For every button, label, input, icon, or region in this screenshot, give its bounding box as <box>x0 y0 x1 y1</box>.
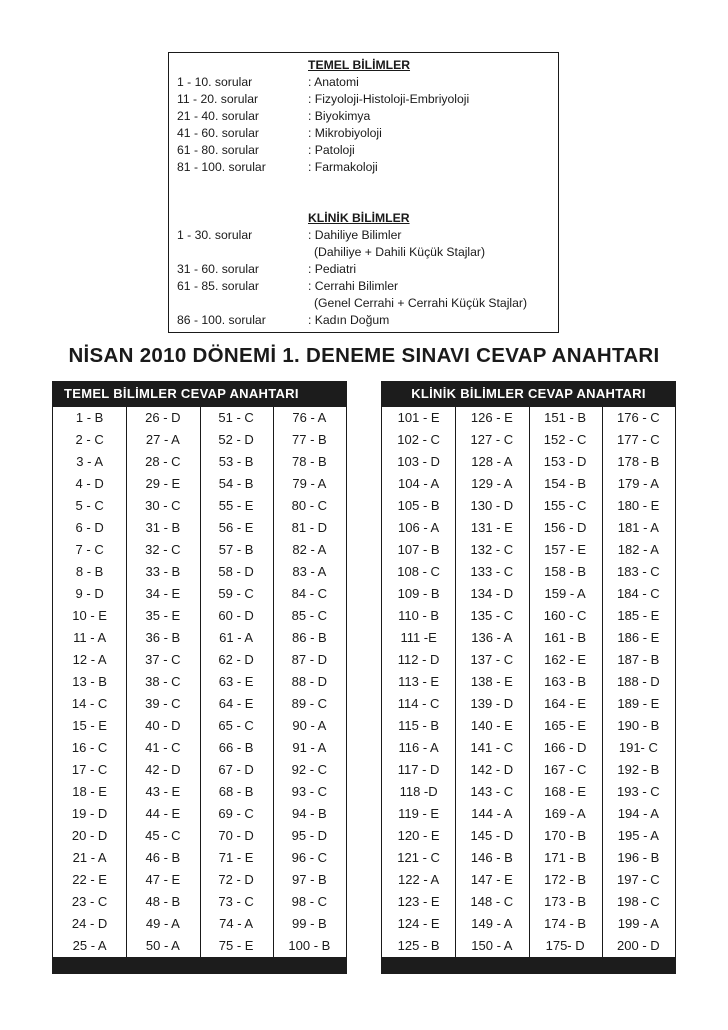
subject-row <box>169 278 558 295</box>
answer-cell: 33 - B <box>145 564 181 579</box>
answer-cell: 133 - C <box>470 564 514 579</box>
answer-cell: 34 - E <box>145 586 181 601</box>
answer-cell: 184 - C <box>617 586 660 601</box>
answer-cell: 58 - D <box>218 564 254 579</box>
answer-cell: 67 - D <box>218 762 254 777</box>
answer-cell: 71 - E <box>218 850 254 865</box>
answer-cell: 87 - D <box>291 652 328 667</box>
answer-cell: 103 - D <box>397 454 440 469</box>
answer-cell: 94 - B <box>292 806 327 821</box>
answer-cell: 14 - C <box>71 696 108 711</box>
answer-cell: 167 - C <box>543 762 587 777</box>
answer-cell: 144 - A <box>471 806 513 821</box>
answer-cell: 161 - B <box>544 630 587 645</box>
answer-cell: 56 - E <box>218 520 254 535</box>
subject-row <box>169 91 558 108</box>
answer-cell: 17 - C <box>71 762 108 777</box>
answer-cell: 1 - B <box>75 410 104 425</box>
answer-cell: 62 - D <box>218 652 254 667</box>
answer-cell: 101 - E <box>397 410 440 425</box>
answer-cell: 76 - A <box>292 410 327 425</box>
answer-cell: 191- C <box>618 740 658 755</box>
answer-cell: 27 - A <box>145 432 180 447</box>
question-range: 31 - 60. sorular <box>177 262 259 276</box>
answer-cell: 192 - B <box>617 762 660 777</box>
answer-cell: 23 - C <box>71 894 108 909</box>
subject-name: : Biyokimya <box>308 109 371 123</box>
column-divider <box>273 407 274 957</box>
answer-cell: 106 - A <box>398 520 440 535</box>
answer-cell: 194 - A <box>617 806 659 821</box>
answer-cell: 131 - E <box>470 520 513 535</box>
answer-cell: 41 - C <box>145 740 181 755</box>
answer-cell: 80 - C <box>291 498 328 513</box>
answer-cell: 127 - C <box>470 432 514 447</box>
answer-cell: 60 - D <box>218 608 254 623</box>
answer-cell: 6 - D <box>75 520 104 535</box>
answer-cell: 193 - C <box>617 784 660 799</box>
answer-cell: 75 - E <box>218 938 254 953</box>
subject-row <box>169 74 558 91</box>
column-divider <box>126 407 127 957</box>
answer-cell: 25 - A <box>72 938 107 953</box>
question-range: 41 - 60. sorular <box>177 126 259 140</box>
answer-cell: 120 - E <box>397 828 440 843</box>
temel-panel-footer <box>52 957 347 974</box>
subject-name: : Farmakoloji <box>308 160 378 174</box>
answer-cell: 169 - A <box>544 806 586 821</box>
answer-cell: 145 - D <box>470 828 514 843</box>
answer-cell: 63 - E <box>218 674 254 689</box>
subject-info-box <box>168 52 559 333</box>
answer-cell: 59 - C <box>218 586 254 601</box>
answer-cell: 30 - C <box>145 498 181 513</box>
answer-cell: 119 - E <box>398 806 440 821</box>
answer-cell: 198 - C <box>617 894 660 909</box>
answer-cell: 70 - D <box>218 828 254 843</box>
subject-row <box>169 159 558 176</box>
answer-cell: 165 - E <box>544 718 587 733</box>
answer-cell: 44 - E <box>145 806 181 821</box>
answer-cell: 57 - B <box>218 542 254 557</box>
subject-row <box>169 108 558 125</box>
temel-answer-grid <box>52 407 347 957</box>
answer-cell: 116 - A <box>398 740 439 755</box>
answer-cell: 158 - B <box>544 564 587 579</box>
answer-cell: 140 - E <box>470 718 513 733</box>
answer-cell: 130 - D <box>470 498 514 513</box>
answer-cell: 24 - D <box>71 916 108 931</box>
subject-name: : Mikrobiyoloji <box>308 126 382 140</box>
subject-row <box>169 244 558 261</box>
answer-cell: 49 - A <box>145 916 180 931</box>
answer-cell: 124 - E <box>397 916 440 931</box>
question-range: 11 - 20. sorular <box>177 92 259 106</box>
answer-cell: 107 - B <box>397 542 440 557</box>
answer-cell: 181 - A <box>617 520 659 535</box>
subject-row <box>169 227 558 244</box>
question-range: 86 - 100. sorular <box>177 313 266 327</box>
subject-row <box>169 261 558 278</box>
answer-cell: 31 - B <box>145 520 181 535</box>
subject-name: : Anatomi <box>308 75 359 89</box>
answer-cell: 200 - D <box>617 938 660 953</box>
answer-cell: 142 - D <box>470 762 514 777</box>
answer-cell: 188 - D <box>617 674 660 689</box>
answer-cell: 135 - C <box>470 608 514 623</box>
answer-cell: 143 - C <box>470 784 514 799</box>
answer-cell: 78 - B <box>292 454 327 469</box>
answer-cell: 171 - B <box>544 850 587 865</box>
answer-cell: 157 - E <box>544 542 587 557</box>
answer-cell: 8 - B <box>75 564 104 579</box>
answer-cell: 159 - A <box>544 586 586 601</box>
subject-name: : Kadın Doğum <box>308 313 390 327</box>
answer-cell: 99 - B <box>292 916 327 931</box>
answer-cell: 79 - A <box>292 476 327 491</box>
answer-cell: 166 - D <box>543 740 587 755</box>
klinik-panel-footer <box>381 957 676 974</box>
answer-cell: 160 - C <box>543 608 587 623</box>
answer-cell: 15 - E <box>72 718 107 733</box>
klinik-answer-grid <box>381 407 676 957</box>
answer-cell: 12 - A <box>72 652 107 667</box>
answer-cell: 147 - E <box>470 872 513 887</box>
answer-cell: 51 - C <box>218 410 254 425</box>
answer-cell: 48 - B <box>145 894 181 909</box>
answer-cell: 65 - C <box>218 718 254 733</box>
answer-cell: 104 - A <box>398 476 440 491</box>
page-title: NİSAN 2010 DÖNEMİ 1. DENEME SINAVI CEVAP ANAHTARI <box>68 344 660 367</box>
answer-cell: 68 - B <box>218 784 254 799</box>
answer-cell: 141 - C <box>470 740 514 755</box>
subject-name: : Patoloji <box>308 143 355 157</box>
answer-cell: 22 - E <box>72 872 107 887</box>
answer-cell: 54 - B <box>218 476 254 491</box>
question-range: 61 - 85. sorular <box>177 279 259 293</box>
answer-cell: 10 - E <box>72 608 107 623</box>
answer-cell: 164 - E <box>544 696 587 711</box>
answer-cell: 112 - D <box>397 652 440 667</box>
answer-cell: 162 - E <box>544 652 587 667</box>
klinik-panel-header <box>381 381 676 407</box>
answer-cell: 13 - B <box>72 674 107 689</box>
answer-cell: 114 - C <box>397 696 440 711</box>
answer-cell: 4 - D <box>75 476 104 491</box>
answer-cell: 73 - C <box>218 894 254 909</box>
answer-cell: 177 - C <box>617 432 660 447</box>
answer-cell: 195 - A <box>617 828 659 843</box>
subject-row <box>169 142 558 159</box>
answer-cell: 91 - A <box>292 740 327 755</box>
subject-name: (Dahiliye + Dahili Küçük Stajlar) <box>314 245 486 259</box>
answer-cell: 148 - C <box>470 894 514 909</box>
answer-cell: 174 - B <box>544 916 587 931</box>
answer-cell: 186 - E <box>617 630 660 645</box>
answer-cell: 123 - E <box>397 894 440 909</box>
subject-name: : Fizyoloji-Histoloji-Embriyoloji <box>308 92 470 106</box>
answer-cell: 74 - A <box>219 916 254 931</box>
answer-cell: 153 - D <box>543 454 587 469</box>
subject-name: : Dahiliye Bilimler <box>308 228 402 242</box>
answer-cell: 61 - A <box>219 630 254 645</box>
answer-cell: 93 - C <box>291 784 328 799</box>
answer-cell: 97 - B <box>292 872 327 887</box>
answer-cell: 117 - D <box>397 762 440 777</box>
answer-cell: 86 - B <box>292 630 327 645</box>
answer-cell: 35 - E <box>145 608 181 623</box>
answer-cell: 197 - C <box>617 872 660 887</box>
answer-cell: 100 - B <box>288 938 331 953</box>
answer-cell: 183 - C <box>617 564 660 579</box>
answer-cell: 9 - D <box>75 586 104 601</box>
subject-row <box>169 295 558 312</box>
answer-cell: 16 - C <box>71 740 108 755</box>
subject-row <box>169 125 558 142</box>
answer-cell: 82 - A <box>292 542 327 557</box>
answer-cell: 29 - E <box>145 476 181 491</box>
answer-cell: 176 - C <box>617 410 660 425</box>
answer-cell: 128 - A <box>471 454 513 469</box>
answer-cell: 64 - E <box>218 696 254 711</box>
answer-cell: 185 - E <box>617 608 660 623</box>
answer-cell: 156 - D <box>543 520 587 535</box>
klinik-bilimler-header: KLİNİK BİLİMLER <box>308 211 410 225</box>
answer-cell: 102 - C <box>397 432 440 447</box>
answer-cell: 96 - C <box>291 850 328 865</box>
answer-cell: 36 - B <box>145 630 181 645</box>
answer-cell: 172 - B <box>544 872 587 887</box>
answer-cell: 47 - E <box>145 872 181 887</box>
question-range: 1 - 10. sorular <box>177 75 253 89</box>
answer-cell: 105 - B <box>397 498 440 513</box>
answer-cell: 196 - B <box>617 850 660 865</box>
answer-cell: 150 - A <box>471 938 513 953</box>
answer-cell: 37 - C <box>145 652 181 667</box>
column-divider <box>200 407 201 957</box>
answer-cell: 98 - C <box>291 894 328 909</box>
question-range: 21 - 40. sorular <box>177 109 259 123</box>
answer-cell: 154 - B <box>544 476 587 491</box>
answer-cell: 85 - C <box>291 608 328 623</box>
question-range: 1 - 30. sorular <box>177 228 253 242</box>
answer-cell: 45 - C <box>145 828 181 843</box>
temel-panel-title: TEMEL BİLİMLER CEVAP ANAHTARI <box>64 386 299 401</box>
column-divider <box>602 407 603 957</box>
answer-cell: 69 - C <box>218 806 254 821</box>
answer-cell: 21 - A <box>72 850 107 865</box>
answer-cell: 137 - C <box>470 652 514 667</box>
answer-cell: 20 - D <box>71 828 108 843</box>
answer-cell: 7 - C <box>75 542 104 557</box>
answer-cell: 121 - C <box>397 850 440 865</box>
answer-cell: 187 - B <box>617 652 660 667</box>
answer-cell: 42 - D <box>145 762 181 777</box>
answer-cell: 84 - C <box>291 586 328 601</box>
answer-cell: 155 - C <box>543 498 587 513</box>
answer-cell: 55 - E <box>218 498 254 513</box>
answer-cell: 5 - C <box>75 498 104 513</box>
answer-cell: 190 - B <box>617 718 660 733</box>
answer-cell: 90 - A <box>292 718 327 733</box>
answer-cell: 38 - C <box>145 674 181 689</box>
answer-cell: 170 - B <box>544 828 587 843</box>
subject-row <box>169 312 558 329</box>
answer-cell: 108 - C <box>397 564 440 579</box>
answer-cell: 53 - B <box>218 454 254 469</box>
answer-cell: 111 -E <box>400 630 437 645</box>
answer-cell: 125 - B <box>397 938 440 953</box>
answer-cell: 11 - A <box>73 630 107 645</box>
answer-cell: 126 - E <box>470 410 513 425</box>
answer-cell: 118 -D <box>399 784 438 799</box>
column-divider <box>455 407 456 957</box>
klinik-panel-title: KLİNİK BİLİMLER CEVAP ANAHTARI <box>411 386 646 401</box>
klinik-header-row <box>169 210 558 227</box>
answer-cell: 168 - E <box>544 784 587 799</box>
answer-cell: 136 - A <box>471 630 513 645</box>
answer-cell: 163 - B <box>544 674 587 689</box>
answer-cell: 115 - B <box>398 718 440 733</box>
answer-cell: 89 - C <box>291 696 328 711</box>
answer-cell: 178 - B <box>617 454 660 469</box>
answer-cell: 3 - A <box>76 454 103 469</box>
answer-cell: 52 - D <box>218 432 254 447</box>
answer-cell: 40 - D <box>145 718 181 733</box>
answer-cell: 95 - D <box>291 828 328 843</box>
answer-cell: 152 - C <box>543 432 587 447</box>
answer-cell: 109 - B <box>397 586 440 601</box>
answer-cell: 18 - E <box>72 784 107 799</box>
answer-cell: 179 - A <box>617 476 659 491</box>
answer-cell: 139 - D <box>470 696 514 711</box>
temel-bilimler-header: TEMEL BİLİMLER <box>308 58 411 72</box>
answer-cell: 129 - A <box>471 476 513 491</box>
answer-cell: 32 - C <box>145 542 181 557</box>
answer-cell: 199 - A <box>617 916 659 931</box>
answer-cell: 28 - C <box>145 454 181 469</box>
answer-cell: 39 - C <box>145 696 181 711</box>
subject-name: (Genel Cerrahi + Cerrahi Küçük Stajlar) <box>314 296 528 310</box>
answer-cell: 46 - B <box>145 850 181 865</box>
answer-cell: 132 - C <box>470 542 514 557</box>
answer-cell: 113 - E <box>398 674 440 689</box>
question-range: 61 - 80. sorular <box>177 143 259 157</box>
answer-cell: 72 - D <box>218 872 254 887</box>
answer-cell: 26 - D <box>145 410 181 425</box>
answer-cell: 88 - D <box>291 674 328 689</box>
answer-cell: 138 - E <box>470 674 513 689</box>
temel-header-row <box>169 57 558 74</box>
answer-cell: 173 - B <box>544 894 587 909</box>
question-range: 81 - 100. sorular <box>177 160 266 174</box>
answer-cell: 2 - C <box>75 432 104 447</box>
answer-cell: 50 - A <box>145 938 180 953</box>
answer-cell: 83 - A <box>292 564 327 579</box>
answer-cell: 19 - D <box>71 806 108 821</box>
temel-panel-header <box>52 381 347 407</box>
temel-answer-key-panel <box>52 381 347 974</box>
answer-cell: 110 - B <box>398 608 440 623</box>
answer-cell: 122 - A <box>398 872 440 887</box>
answer-cell: 149 - A <box>471 916 513 931</box>
answer-cell: 175- D <box>545 938 585 953</box>
subject-name: : Pediatri <box>308 262 357 276</box>
answer-cell: 180 - E <box>617 498 660 513</box>
answer-cell: 66 - B <box>218 740 254 755</box>
answer-cell: 43 - E <box>145 784 181 799</box>
answer-cell: 134 - D <box>470 586 514 601</box>
answer-cell: 92 - C <box>291 762 328 777</box>
answer-cell: 81 - D <box>291 520 328 535</box>
answer-cell: 151 - B <box>544 410 587 425</box>
subject-name: : Cerrahi Bilimler <box>308 279 399 293</box>
answer-cell: 77 - B <box>292 432 327 447</box>
column-divider <box>529 407 530 957</box>
answer-cell: 182 - A <box>617 542 659 557</box>
klinik-answer-key-panel <box>381 381 676 974</box>
answer-cell: 189 - E <box>617 696 660 711</box>
answer-cell: 146 - B <box>470 850 513 865</box>
